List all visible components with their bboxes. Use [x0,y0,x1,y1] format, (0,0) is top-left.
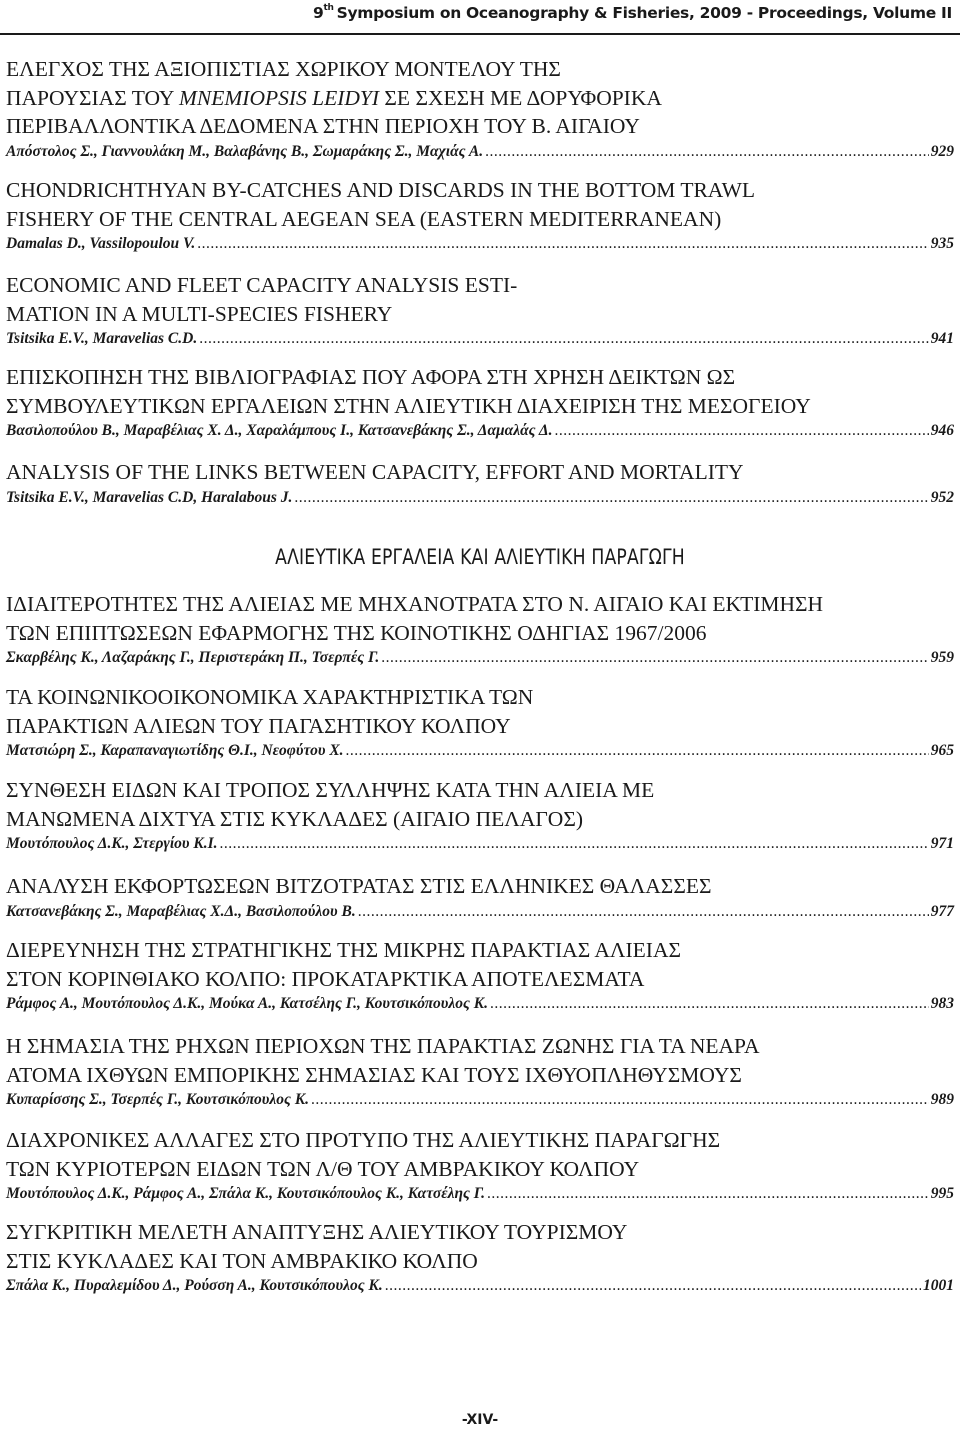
entry-page-number: 977 [930,902,954,920]
toc-entry[interactable] [6,776,954,855]
entry-title-line: CHONDRICHTHYAN BY-CATCHES AND DISCARDS IN THE BOTTOM TRAWL [6,178,756,202]
entry-page-number: 946 [930,422,954,439]
entry-title-line: ΤΩΝ ΚΥΡΙΟΤΕΡΩΝ ΕΙΔΩΝ ΤΩΝ Λ/Θ ΤΟΥ ΑΜΒΡΑΚΙΚΟΥ ΚΟΛΠΟΥ [6,1156,640,1181]
entry-authors: Βασιλοπούλου Β., Μαραβέλιας Χ. Δ., Χαραλάμπους Ι., Κατσανεβάκης Σ., Δαμαλάς Δ. [6,422,553,439]
entry-title-species: MNEMIOPSIS LEIDYI [179,85,380,110]
entry-title-line: ΣΥΜΒΟΥΛΕΥΤΙΚΩΝ ΕΡΓΑΛΕΙΩΝ ΣΤΗΝ ΑΛΙΕΥΤΙΚΗ ΔΙΑΧΕΙΡΙΣΗ ΤΗΣ ΜΕΣΟΓΕΙΟΥ [6,393,811,418]
entry-page-number: 935 [930,235,954,252]
toc-entry[interactable] [6,458,954,509]
entry-title-line: ΤΩΝ ΕΠΙΠΤΩΣΕΩΝ ΕΦΑΡΜΟΓΗΣ ΤΗΣ ΚΟΙΝΟΤΙΚΗΣ ΟΔΗΓΙΑΣ 1967/2006 [6,620,707,645]
entry-authors: Tsitsika E.V., Maravelias C.D. [6,330,198,347]
dot-leader [555,420,929,442]
dot-leader [197,233,929,255]
entry-title-line: ΙΔΙΑΙΤΕΡΟΤΗΤΕΣ ΤΗΣ ΑΛΙΕΙΑΣ ΜΕ ΜΗΧΑΝΟΤΡΑΤΑ ΣΤΟ Ν. ΑΙΓΑΙΟ ΚΑΙ ΕΚΤΙΜΗΣΗ [6,592,824,616]
entry-authors: Σπάλα Κ., Πυραλεμίδου Δ., Ρούσση Α., Κουτσικόπουλος Κ. [6,1277,383,1294]
entry-authors-row [6,1275,954,1297]
toc-entry[interactable] [6,936,954,1015]
entry-authors: Ματσιώρη Σ., Καραπαναγιωτίδης Θ.Ι., Νεοφύτου Χ. [6,742,344,759]
entry-page-number: 983 [930,995,954,1012]
entry-authors-row [6,328,954,350]
entry-authors: Μουτόπουλος Δ.Κ., Ράμφος Α., Σπάλα Κ., Κουτσικόπουλος Κ., Κατσέλης Γ. [6,1185,486,1202]
toc-entry[interactable] [6,1218,954,1297]
entry-authors-row [6,993,954,1015]
entry-title-line: ΣΥΝΘΕΣΗ ΕΙΔΩΝ ΚΑΙ ΤΡΟΠΟΣ ΣΥΛΛΗΨΗΣ ΚΑΤΑ ΤΗΝ ΑΛΙΕΙΑ ΜΕ [6,778,655,802]
entry-title-line: ΠΕΡΙΒΑΛΛΟΝΤΙΚΑ ΔΕΔΟΜΕΝΑ ΣΤΗΝ ΠΕΡΙΟΧΗ ΤΟΥ Β. ΑΙΓΑΙΟΥ [6,114,640,138]
dot-leader [381,647,928,669]
entry-authors-row [6,141,954,163]
dot-leader [346,740,929,762]
entry-page-number: 1001 [923,1277,954,1294]
entry-authors: Damalas D., Vassilopoulou V. [6,235,196,252]
entry-page-number: 952 [930,488,954,506]
toc-entry[interactable] [6,176,954,255]
entry-page-number: 989 [930,1091,954,1108]
entry-authors: Tsitsika E.V., Maravelias C.D, Haralabous J. [6,488,293,506]
entry-authors: Μουτόπουλος Δ.Κ., Στεργίου Κ.Ι. [6,835,218,852]
entry-authors-row [6,647,954,669]
entry-title-line: ΕΛΕΓΧΟΣ ΤΗΣ ΑΞΙΟΠΙΣΤΙΑΣ ΧΩΡΙΚΟΥ ΜΟΝΤΕΛΟΥ ΤΗΣ [6,57,561,81]
dot-leader [294,487,928,509]
entry-title-line: MATION IN A MULTI-SPECIES FISHERY [6,301,393,326]
toc-entry[interactable] [6,271,954,350]
page-folio: -XIV- [461,1412,499,1428]
entry-authors-row [6,1089,954,1111]
entry-authors-row [6,1183,954,1205]
header-rule [0,33,960,35]
entry-title-line: ΑΝΑΛΥΣΗ ΕΚΦΟΡΤΩΣΕΩΝ ΒΙΤΖΟΤΡΑΤΑΣ ΣΤΙΣ ΕΛΛΗΝΙΚΕΣ ΘΑΛΑΣΣΕΣ [6,874,712,898]
toc-entry[interactable] [6,872,954,923]
entry-authors: Κατσανεβάκης Σ., Μαραβέλιας Χ.Δ., Βασιλοπούλου Β. [6,902,356,920]
entry-authors-row [6,420,954,442]
entry-authors-row [6,740,954,762]
entry-authors: Ράμφος Α., Μουτόπουλος Δ.Κ., Μούκα Α., Κατσέλης Γ., Κουτσικόπουλος Κ. [6,995,488,1012]
entry-authors-row [6,487,954,509]
entry-page-number: 995 [930,1185,954,1202]
section-heading: ΑΛΙΕΥΤΙΚΑ ΕΡΓΑΛΕΙΑ ΚΑΙ ΑΛΙΕΥΤΙΚΗ ΠΑΡΑΓΩΓΗ [275,545,685,569]
entry-title-line: FISHERY OF THE CENTRAL AEGEAN SEA (EASTERN MEDITERRANEAN) [6,206,722,231]
header-ordinal: 9 [312,4,324,22]
entry-title-line: ΠΑΡΑΚΤΙΩΝ ΑΛΙΕΩΝ ΤΟΥ ΠΑΓΑΣΗΤΙΚΟΥ ΚΟΛΠΟΥ [6,713,511,738]
dot-leader [358,901,929,923]
entry-page-number: 959 [930,649,954,666]
entry-title-line: ΔΙΑΧΡΟΝΙΚΕΣ ΑΛΛΑΓΕΣ ΣΤΟ ΠΡΟΤΥΠΟ ΤΗΣ ΑΛΙΕΥΤΙΚΗΣ ΠΑΡΑΓΩΓΗΣ [6,1128,721,1152]
entry-title-line: ΜΑΝΩΜΕΝΑ ΔΙΧΤΥΑ ΣΤΙΣ ΚΥΚΛΑΔΕΣ (ΑΙΓΑΙΟ ΠΕΛΑΓΟΣ) [6,806,583,831]
entry-title-line: ΤΑ ΚΟΙΝΩΝΙΚΟΟΙΚΟΝΟΜΙΚΑ ΧΑΡΑΚΤΗΡΙΣΤΙΚΑ ΤΩΝ [6,685,534,709]
entry-authors: Απόστολος Σ., Γιαννουλάκη Μ., Βαλαβάνης Β., Σωμαράκης Σ., Μαχιάς Α. [6,142,484,160]
dot-leader [311,1089,929,1111]
entry-title-suffix: ΣΕ ΣΧΕΣΗ ΜΕ ΔΟΡΥΦΟΡΙΚΑ [379,85,662,110]
dot-leader [490,993,929,1015]
toc-entry[interactable] [6,683,954,762]
dot-leader [485,141,929,163]
entry-page-number: 971 [930,835,954,852]
entry-authors-row [6,901,954,923]
toc-entry[interactable] [6,1032,954,1111]
entry-authors-row [6,233,954,255]
dot-leader [199,328,929,350]
entry-page-number: 965 [930,742,954,759]
toc-entry[interactable] [6,1126,954,1205]
entry-title-line: ANALYSIS OF THE LINKS BETWEEN CAPACITY, EFFORT AND MORTALITY [6,460,744,484]
dot-leader [487,1183,929,1205]
entry-title-prefix: ΠΑΡΟΥΣΙΑΣ ΤΟΥ [6,85,179,110]
toc-entry[interactable] [6,590,954,669]
entry-title-line: ΣΤΟΝ ΚΟΡΙΝΘΙΑΚΟ ΚΟΛΠΟ: ΠΡΟΚΑΤΑΡΚΤΙΚΑ ΑΠΟΤΕΛΕΣΜΑΤΑ [6,966,645,991]
running-header: 9 $^{th}$ Symposium on Oceanography & Fisheries, 2009 - Proceedings, Volume II [312,3,952,22]
entry-title-line: ΔΙΕΡΕΥΝΗΣΗ ΤΗΣ ΣΤΡΑΤΗΓΙΚΗΣ ΤΗΣ ΜΙΚΡΗΣ ΠΑΡΑΚΤΙΑΣ ΑΛΙΕΙΑΣ [6,938,682,962]
entry-authors-row [6,833,954,855]
entry-title-line: ΑΤΟΜΑ ΙΧΘΥΩΝ ΕΜΠΟΡΙΚΗΣ ΣΗΜΑΣΙΑΣ ΚΑΙ ΤΟΥΣ ΙΧΘΥΟΠΛΗΘΥΣΜΟΥΣ [6,1062,742,1087]
entry-title-line: ΕΠΙΣΚΟΠΗΣΗ ΤΗΣ ΒΙΒΛΙΟΓΡΑΦΙΑΣ ΠΟΥ ΑΦΟΡΑ ΣΤΗ ΧΡΗΣΗ ΔΕΙΚΤΩΝ ΩΣ [6,365,736,389]
entry-title-line: ECONOMIC AND FLEET CAPACITY ANALYSIS ESTI- [6,273,518,297]
entry-title-line: Η ΣΗΜΑΣΙΑ ΤΗΣ ΡΗΧΩΝ ΠΕΡΙΟΧΩΝ ΤΗΣ ΠΑΡΑΚΤΙΑΣ ΖΩΝΗΣ ΓΙΑ ΤΑ ΝΕΑΡΑ [6,1034,760,1058]
dot-leader [220,833,929,855]
entry-authors: Κυπαρίσσης Σ., Τσερπές Γ., Κουτσικόπουλος Κ. [6,1091,310,1108]
entry-page-number: 941 [930,330,954,347]
entry-title-line [6,84,954,113]
entry-title-line: ΣΥΓΚΡΙΤΙΚΗ ΜΕΛΕΤΗ ΑΝΑΠΤΥΞΗΣ ΑΛΙΕΥΤΙΚΟΥ ΤΟΥΡΙΣΜΟΥ [6,1220,628,1244]
entry-title-line: ΣΤΙΣ ΚΥΚΛΑΔΕΣ ΚΑΙ ΤΟΝ ΑΜΒΡΑΚΙΚΟ ΚΟΛΠΟ [6,1248,478,1273]
toc-entry[interactable] [6,55,954,163]
header-title: Symposium on Oceanography & Fisheries, 2009 - Proceedings, Volume II [336,4,952,22]
dot-leader [385,1275,921,1297]
entry-page-number: 929 [930,142,954,160]
toc-entry[interactable] [6,363,954,442]
entry-authors: Σκαρβέλης Κ., Λαζαράκης Γ., Περιστεράκη Π., Τσερπές Γ. [6,649,380,666]
